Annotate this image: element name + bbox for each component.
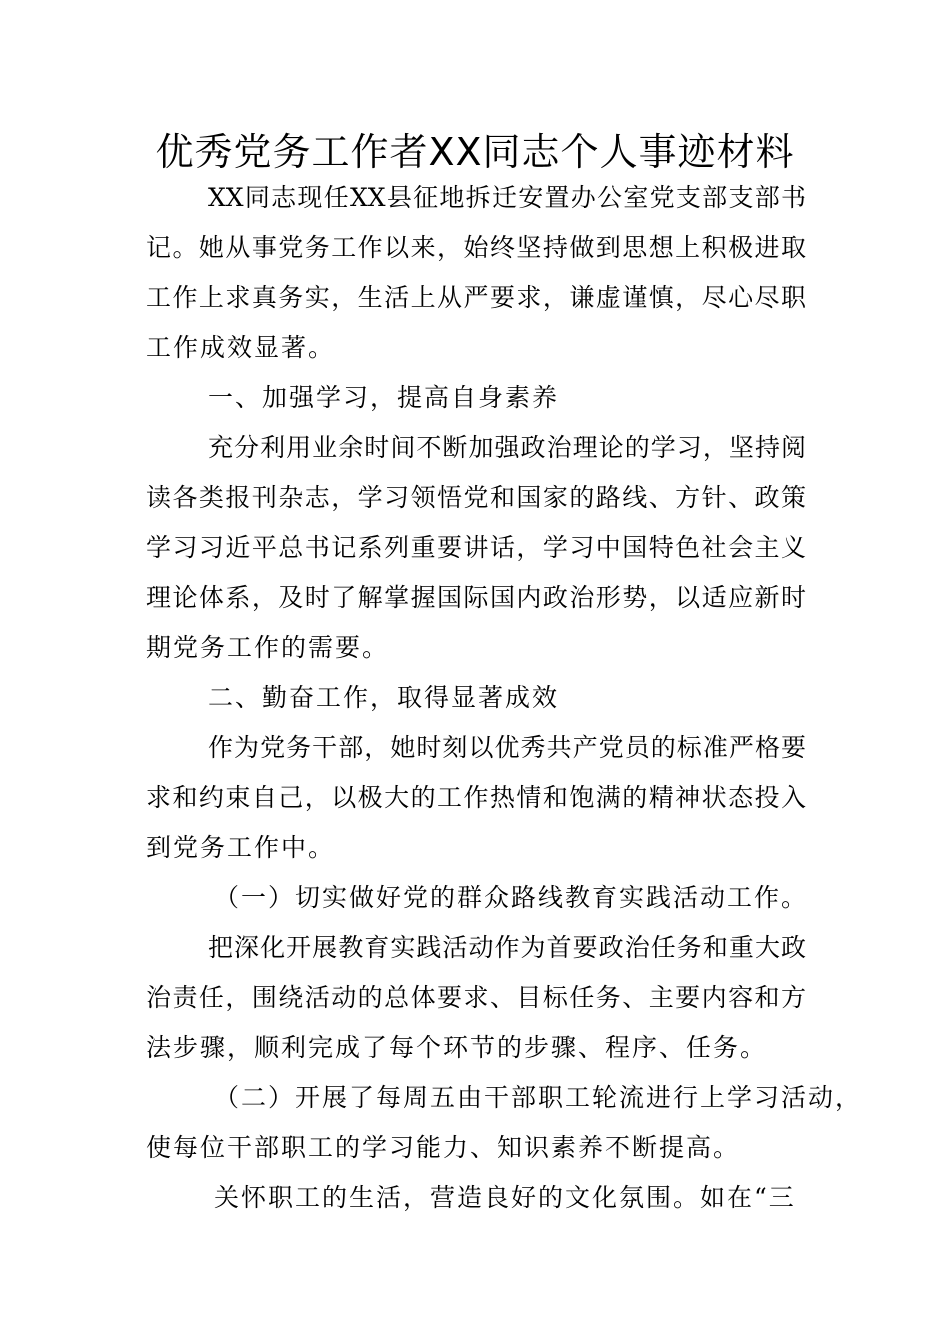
paragraph-line: 期党务工作的需要。 [146,633,390,662]
paragraph-line: 工作成效显著。 [146,333,336,362]
section-heading: 一、加强学习，提高自身素养 [208,383,560,412]
paragraph-line: 把深化开展教育实践活动作为首要政治任务和重大政 [208,933,806,962]
section-heading: 二、勤奋工作，取得显著成效 [208,683,560,712]
paragraph-line: 工作上求真务实，生活上从严要求，谦虚谨慎，尽心尽职 [146,283,806,312]
paragraph-line: 学习习近平总书记系列重要讲话，学习中国特色社会主义 [146,533,806,562]
paragraph-line: 理论体系，及时了解掌握国际国内政治形势，以适应新时 [146,583,806,612]
subsection-heading: （二）开展了每周五由干部职工轮流进行上学习活动， [214,1083,863,1112]
paragraph-line: 关怀职工的生活，营造良好的文化氛围。如在“三 [214,1183,796,1212]
paragraph-line: 求和约束自己，以极大的工作热情和饱满的精神状态投入 [146,783,806,812]
subsection-heading: （一）切实做好党的群众路线教育实践活动工作。 [214,883,809,912]
paragraph-line: 作为党务干部，她时刻以优秀共产党员的标准严格要 [208,733,806,762]
paragraph-line: 使每位干部职工的学习能力、知识素养不断提高。 [146,1133,741,1162]
paragraph-line: 到党务工作中。 [146,833,336,862]
paragraph-line: XX同志现任XX县征地拆迁安置办公室党支部支部书 [208,183,806,212]
paragraph-line: 充分利用业余时间不断加强政治理论的学习，坚持阅 [208,433,806,462]
paragraph-line: 治责任，围绕活动的总体要求、目标任务、主要内容和方 [146,983,806,1012]
document-title: 优秀党务工作者XX同志个人事迹材料 [155,130,795,174]
paragraph-line: 读各类报刊杂志，学习领悟党和国家的路线、方针、政策 [146,483,806,512]
paragraph-line: 法步骤，顺利完成了每个环节的步骤、程序、任务。 [146,1033,768,1062]
paragraph-line: 记。她从事党务工作以来，始终坚持做到思想上积极进取 [146,233,806,262]
